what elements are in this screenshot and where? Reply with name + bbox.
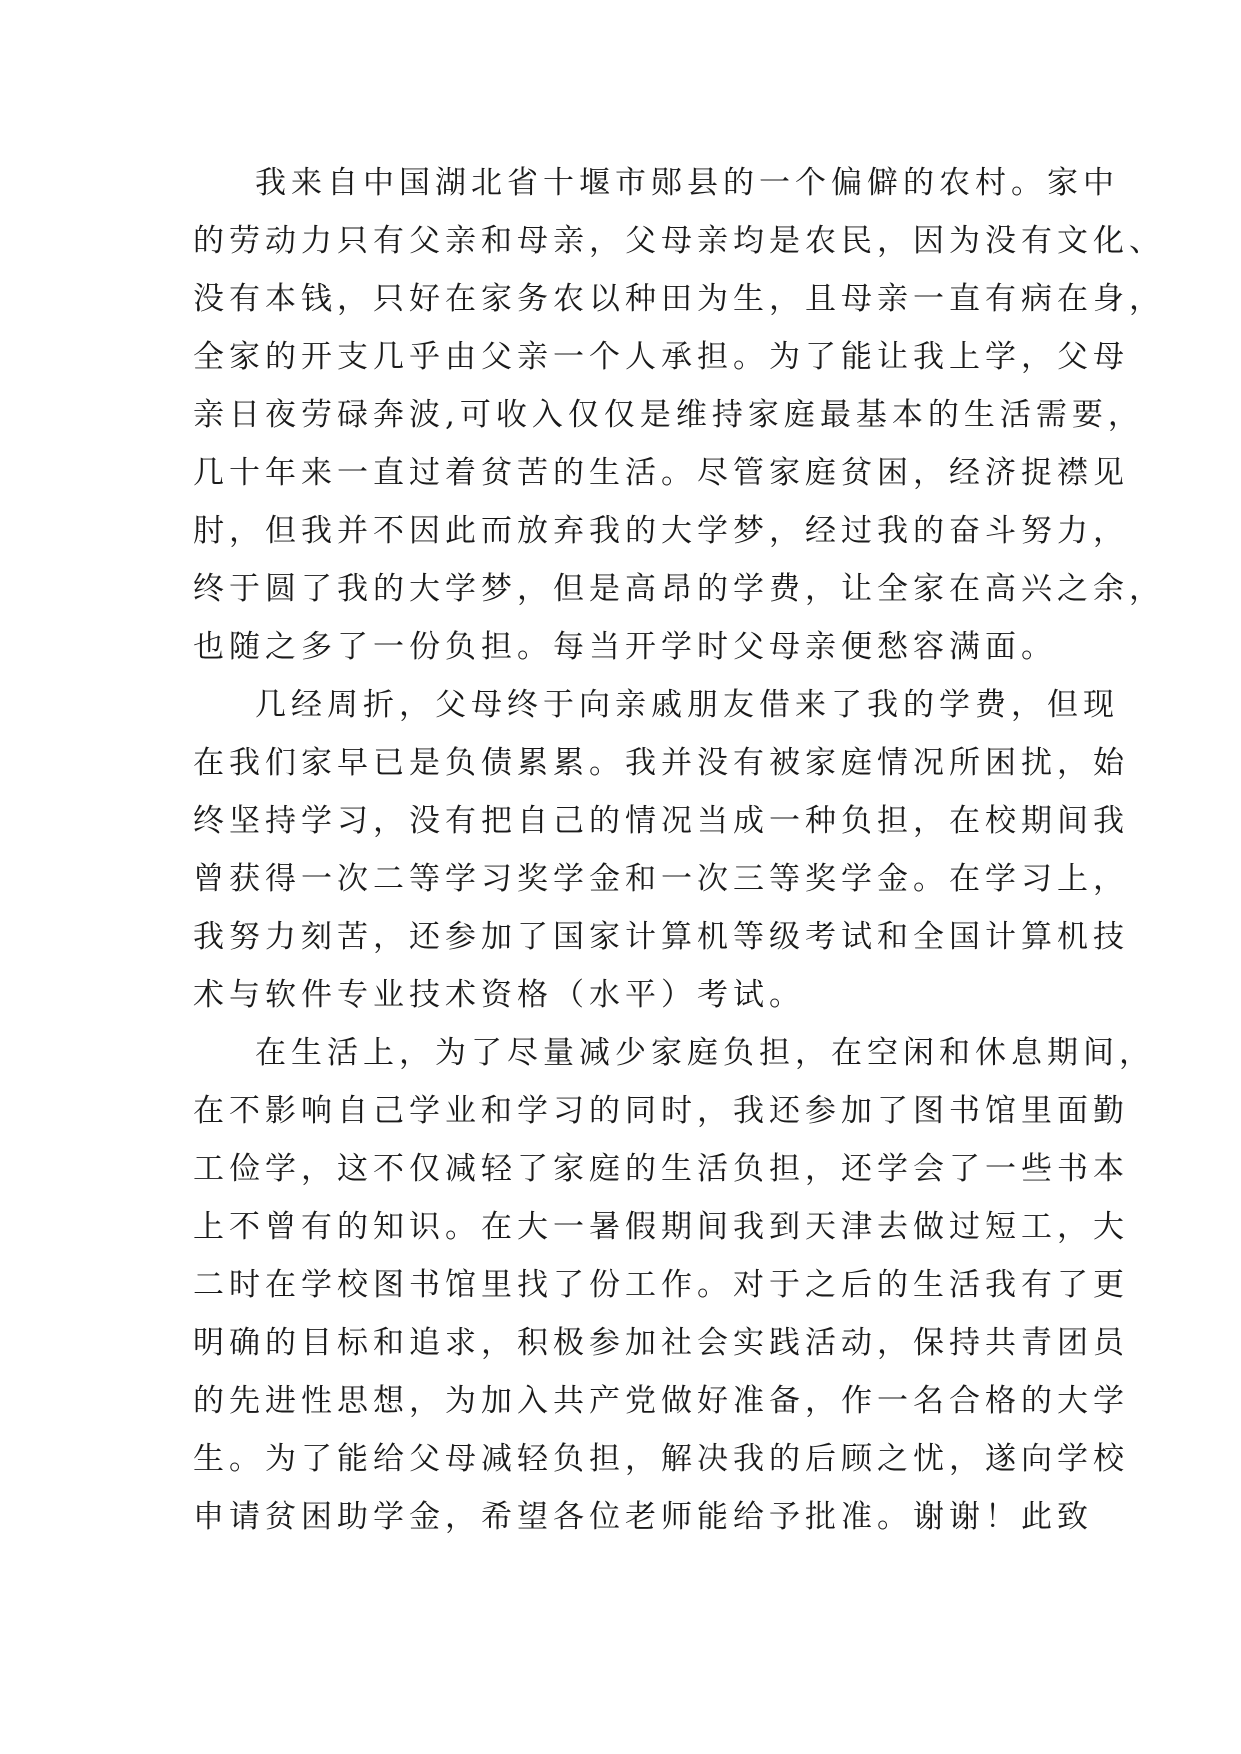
paragraph-2-line-2: 在我们家早已是负债累累。我并没有被家庭情况所困扰，始 [193,745,1129,781]
paragraph-3-line-6: 明确的目标和追求，积极参加社会实践活动，保持共青团员 [193,1325,1129,1361]
paragraph-1-line-8: 终于圆了我的大学梦，但是高昂的学费，让全家在高兴之余， [193,571,1165,607]
paragraph-2-line-3: 终坚持学习，没有把自己的情况当成一种负担，在校期间我 [193,803,1129,839]
paragraph-2-line-5: 我努力刻苦，还参加了国家计算机等级考试和全国计算机技 [193,919,1129,955]
paragraph-3-line-4: 上不曾有的知识。在大一暑假期间我到天津去做过短工，大 [193,1209,1129,1245]
paragraph-1-line-5: 亲日夜劳碌奔波,可收入仅仅是维持家庭最基本的生活需要， [193,397,1144,433]
paragraph-3-line-7: 的先进性思想，为加入共产党做好准备，作一名合格的大学 [193,1383,1129,1419]
paragraph-1-line-7: 肘，但我并不因此而放弃我的大学梦，经过我的奋斗努力， [193,513,1129,549]
letter-body [193,154,1165,1546]
paragraph-1-line-9: 也随之多了一份负担。每当开学时父母亲便愁容满面。 [193,629,1057,665]
paragraph-1-line-1: 我来自中国湖北省十堰市郧县的一个偏僻的农村。家中 [255,165,1119,201]
paragraph-2-line-4: 曾获得一次二等学习奖学金和一次三等奖学金。在学习上， [193,861,1129,897]
paragraph-2-line-1: 几经周折，父母终于向亲戚朋友借来了我的学费，但现 [255,687,1119,723]
paragraph-3-line-1: 在生活上，为了尽量减少家庭负担，在空闲和休息期间， [255,1035,1155,1071]
paragraph-3-line-8: 生。为了能给父母减轻负担，解决我的后顾之忧，遂向学校 [193,1441,1129,1477]
paragraph-3-line-5: 二时在学校图书馆里找了份工作。对于之后的生活我有了更 [193,1267,1129,1303]
paragraph-2-line-6: 术与软件专业技术资格（水平）考试。 [193,977,805,1013]
paragraph-3-line-2: 在不影响自己学业和学习的同时，我还参加了图书馆里面勤 [193,1093,1129,1129]
paragraph-3-line-3: 工俭学，这不仅减轻了家庭的生活负担，还学会了一些书本 [193,1151,1129,1187]
paragraph-1-line-3: 没有本钱，只好在家务农以种田为生，且母亲一直有病在身， [193,281,1165,317]
paragraph-1-line-6: 几十年来一直过着贫苦的生活。尽管家庭贫困，经济捉襟见 [193,455,1129,491]
paragraph-3-line-9: 申请贫困助学金，希望各位老师能给予批准。谢谢！此致 [193,1499,1093,1535]
paragraph-1-line-4: 全家的开支几乎由父亲一个人承担。为了能让我上学，父母 [193,339,1129,375]
paragraph-1-line-2: 的劳动力只有父亲和母亲，父母亲均是农民，因为没有文化、 [193,223,1165,259]
